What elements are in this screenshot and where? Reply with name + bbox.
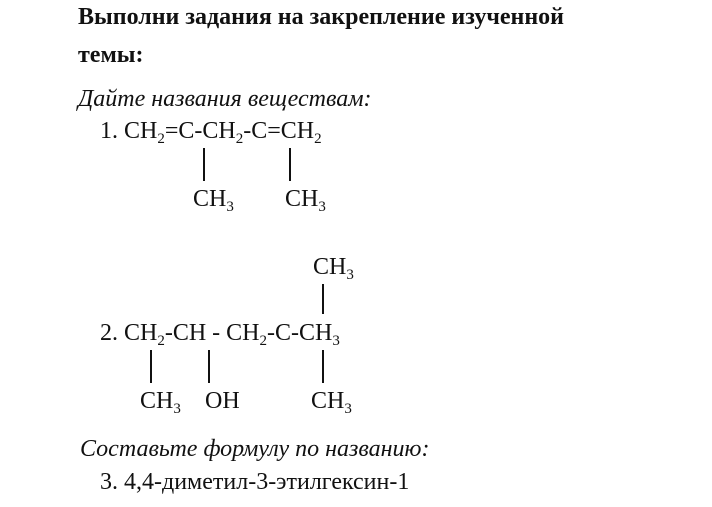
chain-fragment: $CH_2$ — [124, 320, 165, 349]
chain-fragment: $-CH - CH_2$ — [164, 320, 268, 349]
chain-fragment: $-C=CH_2$ — [243, 118, 322, 147]
compound-3-number: 3. — [100, 469, 118, 495]
compound-2-substituent-1: $CH_3$ — [140, 388, 181, 417]
bond-line — [208, 350, 210, 383]
compound-1-substituent-2: $CH_3$ — [285, 186, 326, 215]
compound-3-name: 4,4-диметил-3-этилгексин-1 — [124, 469, 410, 495]
compound-3-line — [100, 469, 409, 496]
task-compose-formula: Составьте формулу по названию: — [80, 436, 430, 462]
bond-line — [322, 350, 324, 383]
compound-1-number: 1. — [100, 118, 118, 144]
bond-line — [289, 148, 291, 181]
bond-line — [150, 350, 152, 383]
bond-line — [203, 148, 205, 181]
chain-fragment: $=C-CH_2$ — [164, 118, 244, 147]
title-line-2: темы: — [78, 42, 144, 68]
compound-2-substituent-2: OH — [205, 388, 240, 414]
bond-line — [322, 284, 324, 314]
compound-2-number: 2. — [100, 320, 118, 346]
compound-2-substituent-3: $CH_3$ — [311, 388, 352, 417]
chain-fragment: $-C-CH_3$ — [267, 320, 340, 349]
compound-1-substituent-1: $CH_3$ — [193, 186, 234, 215]
compound-1-main-chain — [100, 118, 322, 145]
compound-2-top-substituent: $CH_3$ — [313, 254, 354, 283]
title-line-1: Выполни задания на закрепление изученной — [78, 4, 564, 30]
task-name-substances: Дайте названия веществам: — [78, 86, 372, 112]
chain-fragment: $CH_2$ — [124, 118, 165, 147]
compound-2-main-chain — [100, 320, 340, 347]
